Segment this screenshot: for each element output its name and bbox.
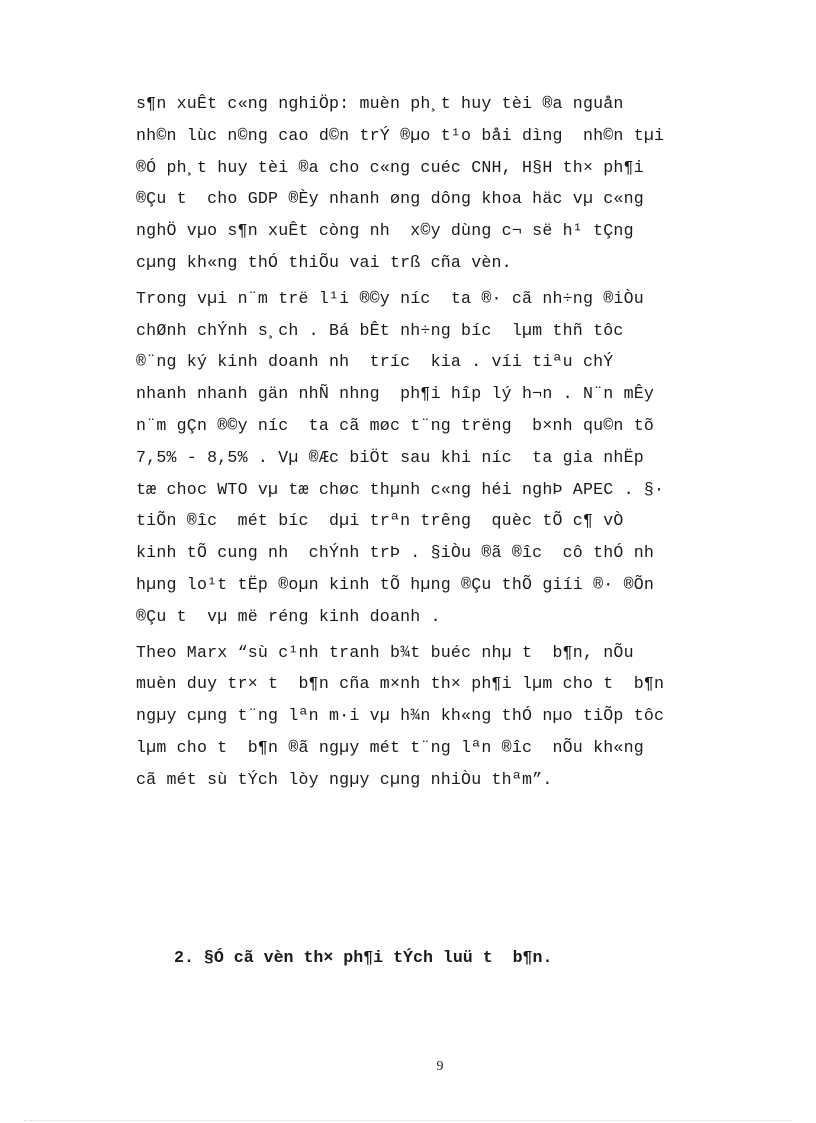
paragraph-policy-reform (136, 283, 776, 633)
text-line: nghÖ vµo s¶n xuÊt còng nh x©y dùng c¬ së h¹ tÇng (136, 221, 634, 241)
text-line: ®Çu t cho GDP ®Èy nhanh øng dông khoa häc vµ c«ng (136, 189, 644, 209)
body-text (136, 88, 776, 800)
text-line: ®¨ng ký kinh doanh nh tríc kia . víi tiªu chÝ (136, 352, 614, 372)
text-line: lµm cho t b¶n ®ã ngµy mét t¨ng lªn ®îc nÕu kh«ng (136, 737, 644, 757)
text-line: chØnh chÝnh s¸ch . Bá bÊt nh÷ng bíc lµm thñ tôc (136, 320, 624, 340)
paragraph-capital-role (136, 88, 776, 279)
text-line: 7,5% - 8,5% . Vµ ®Æc biÖt sau khi níc ta gia nhËp (136, 447, 644, 467)
text-line: cã mét sù tÝch lòy ngµy cµng nhiÒu thªm”. (136, 769, 553, 789)
text-line: kinh tÕ cung nh chÝnh trÞ . §iÒu ®ã ®îc cô thÓ nh (136, 543, 655, 563)
text-line: hµng lo¹t tËp ®oµn kinh tÕ hµng ®Çu thÕ giíi ®· ®Õn (136, 574, 655, 594)
text-line: Trong vµi n¨m trë l¹i ®©y níc ta ®· cã nh÷ng ®iÒu (136, 288, 644, 308)
text-line: s¶n xuÊt c«ng nghiÖp: muèn ph¸t huy tèi ®a nguån (136, 94, 624, 113)
text-line: tiÕn ®îc mét bíc dµi trªn trêng quèc tÕ c¶ vÒ (136, 511, 624, 531)
page-bottom-divider (24, 1120, 792, 1121)
text-line: nh©n lùc n©ng cao d©n trÝ ®µo t¹o båi dìng nh©n tµi (136, 125, 665, 145)
text-line: muèn duy tr× t b¶n cña m×nh th× ph¶i lµm cho t b¶n (136, 674, 665, 694)
text-line: Theo Marx “sù c¹nh tranh b¾t buéc nhµ t b¶n, nÕu (136, 642, 634, 662)
page-number: 9 (436, 1059, 444, 1074)
text-line: ®Ó ph¸t huy tèi ®a cho c«ng cuéc CNH, H§H th× ph¶i (136, 157, 644, 177)
text-line: ngµy cµng t¨ng lªn m·i vµ h¾n kh«ng thÓ nµo tiÕp tôc (136, 706, 665, 726)
paragraph-marx-quote (136, 637, 776, 796)
text-line: cµng kh«ng thÓ thiÕu vai trß cña vèn. (136, 252, 512, 272)
text-line: tæ choc WTO vµ tæ chøc thµnh c«ng héi nghÞ APEC . §· (136, 479, 665, 499)
text-line: n¨m gÇn ®©y níc ta cã møc t¨ng trëng b×nh qu©n tõ (136, 415, 655, 435)
text-line: nhanh nhanh gän nhÑ nhng ph¶i hîp lý h¬n . N¨n mÊy (136, 384, 655, 404)
section-heading: 2. §Ó cã vèn th× ph¶i tÝch luü t b¶n. (174, 948, 553, 967)
text-line: ®Çu t vµ më réng kinh doanh . (136, 606, 441, 626)
